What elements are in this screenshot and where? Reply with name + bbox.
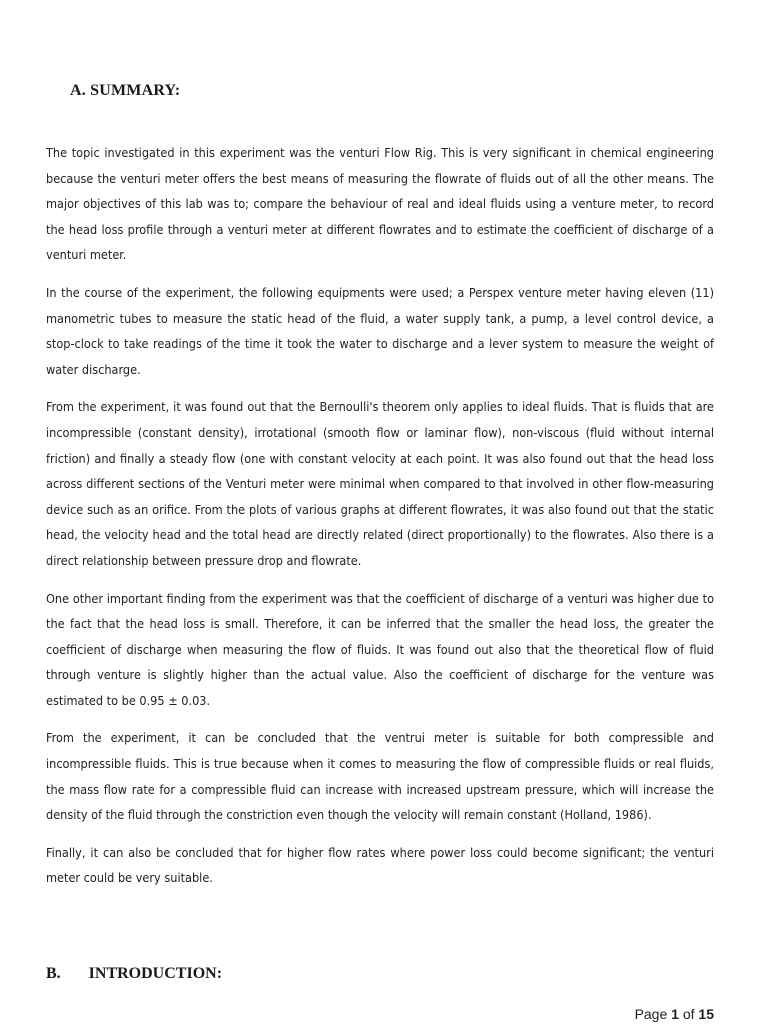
page-number (635, 1006, 714, 1022)
paragraph-discharge: One other important finding from the experiment was that the coefficient of discharge of a venturi was higher due to the fact that the head loss is small. Therefore, it can be inferred that the smaller the head loss, the greater the coefficient of discharge when measuring the flow of fluids. It was found out also that the theoretical flow of fluid through venture is slightly higher than the actual value. Also the coefficient of discharge for the venture was estimated to be 0.95 ± 0.03. (46, 590, 714, 708)
paragraph-equipment: In the course of the experiment, the following equipments were used; a Perspex venture meter having eleven (11) manometric tubes to measure the static head of the fluid, a water supply tank, a pump, a level control device, a stop-clock to take readings of the time it took the water to discharge and a lever system to measure the weight of water discharge. (46, 284, 714, 377)
introduction-heading-number: B. (46, 965, 61, 982)
current-page: 1 (671, 1006, 679, 1022)
paragraph-topic: The topic investigated in this experiment was the venturi Flow Rig. This is very significant in chemical engineering because the venturi meter offers the best means of measuring the flowrate of fluids out of all the other means. The major objectives of this lab was to; compare the behaviour of real and ideal fluids using a venture meter, to record the head loss profile through a venturi meter at different flowrates and to estimate the coefficient of discharge of a venturi meter. (46, 145, 714, 263)
paragraph-bernoulli: From the experiment, it was found out that the Bernoulli's theorem only applies to ideal fluids. That is fluids that are incompressible (constant density), irrotational (smooth flow or laminar flow), non-viscous (fluid without internal friction) and finally a steady flow (one with constant velocity at each point. It was also found out that the head loss across different sections of the Venturi meter were minimal when compared to that involved in other flow-measuring device such as an orifice. From the plots of various graphs at different flowrates, it was also found out that the static head, the velocity head and the total head are directly related (direct proportionally) to the flowrates. Also there is a direct relationship between pressure drop and flowrate. (46, 399, 714, 568)
introduction-heading-text: INTRODUCTION: (88, 965, 223, 982)
paragraph-final: Finally, it can also be concluded that for higher flow rates where power loss could become significant; the venturi meter could be very suitable. (46, 844, 714, 886)
summary-body (46, 140, 714, 903)
total-pages: 15 (698, 1006, 714, 1022)
page-label: Page (634, 1006, 668, 1022)
summary-heading: A. SUMMARY: (70, 82, 181, 99)
paragraph-conclusion: From the experiment, it can be concluded that the ventrui meter is suitable for both compressible and incompressible fluids. This is true because when it comes to measuring the flow of compressible fluids or real fluids, the mass flow rate for a compressible fluid can increase with increased upstream pressure, which will increase the density of the fluid through the constriction even though the velocity will remain constant (Holland, 1986). (46, 730, 714, 823)
of-label: of (682, 1006, 695, 1022)
introduction-heading (46, 965, 222, 983)
